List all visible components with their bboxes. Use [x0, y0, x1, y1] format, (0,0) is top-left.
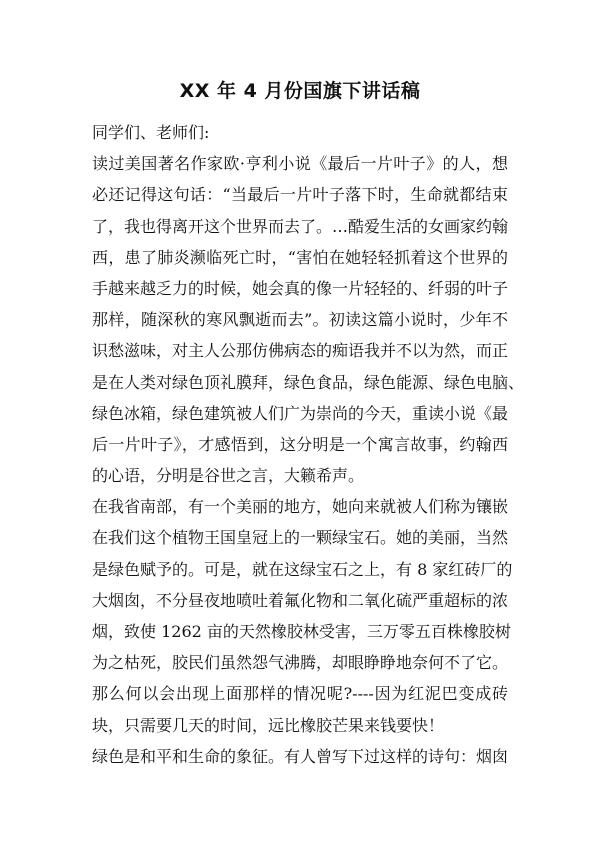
greeting [92, 117, 508, 148]
text-line: 西，患了肺炎濒临死亡时，“害怕在她轻轻抓着这个世界的 [92, 247, 508, 267]
paragraph-4 [92, 741, 508, 772]
text-line: 那么何以会出现上面那样的情况呢?----因为红泥巴变成砖 [92, 684, 508, 704]
paragraph-1 [92, 148, 525, 491]
text-line: 了，我也得离开这个世界而去了。…酷爱生活的女画家约翰 [92, 216, 509, 236]
paragraph-3 [92, 678, 508, 740]
text-line: 是在人类对绿色顶礼膜拜，绿色食品，绿色能源、绿色电脑、 [92, 372, 525, 392]
text-line: 的心语，分明是谷世之言，大籁希声。 [92, 466, 365, 486]
text-line: 手越来越乏力的时候，她会真的像一片轻轻的、纤弱的叶子 [92, 278, 509, 298]
text-line: 后一片叶子》，才感悟到，这分明是一个寓言故事，约翰西 [92, 434, 508, 454]
text-line: 绿色是和平和生命的象征。有人曾写下过这样的诗句：烟囱 [92, 746, 509, 766]
paragraph-2 [92, 491, 513, 678]
text-line: 烟，致使 1262 亩的天然橡胶林受害，三万零五百株橡胶树 [92, 622, 511, 641]
text-line: 在我省南部，有一个美丽的地方，她向来就被人们称为镶嵌 [92, 497, 509, 517]
text-line: 那样，随深秋的寒风飘逝而去”。初读这篇小说时，少年不 [92, 310, 508, 330]
text-line: 识愁滋味，对主人公那仿佛病态的痴语我并不以为然，而正 [92, 341, 509, 361]
text-line: 必还记得这句话：“当最后一片叶子落下时，生命就都结束 [92, 185, 508, 205]
text-line: 读过美国著名作家欧·亨利小说《最后一片叶子》的人，想 [92, 154, 508, 174]
text-line: 大烟囱，不分昼夜地喷吐着氟化物和二氧化硫严重超标的浓 [92, 590, 509, 610]
text-line: 是绿色赋予的。可是，就在这绿宝石之上，有 8 家红砖厂的 [92, 559, 513, 579]
text-line: 在我们这个植物王国皇冠上的一颗绿宝石。她的美丽，当然 [92, 528, 509, 548]
text-line: 为之枯死，胶民们虽然怨气沸腾，却眼睁睁地奈何不了它。 [92, 653, 509, 673]
document-body [92, 117, 525, 772]
text-line: 块，只需要几天的时间，远比橡胶芒果来钱要快！ [92, 715, 445, 735]
document-title: XX 年 4 月份国旗下讲话稿 [179, 80, 421, 102]
text-line: 绿色冰箱，绿色建筑被人们广为崇尚的今天，重读小说《最 [92, 403, 509, 423]
greeting-line: 同学们、老师们: [92, 123, 210, 142]
